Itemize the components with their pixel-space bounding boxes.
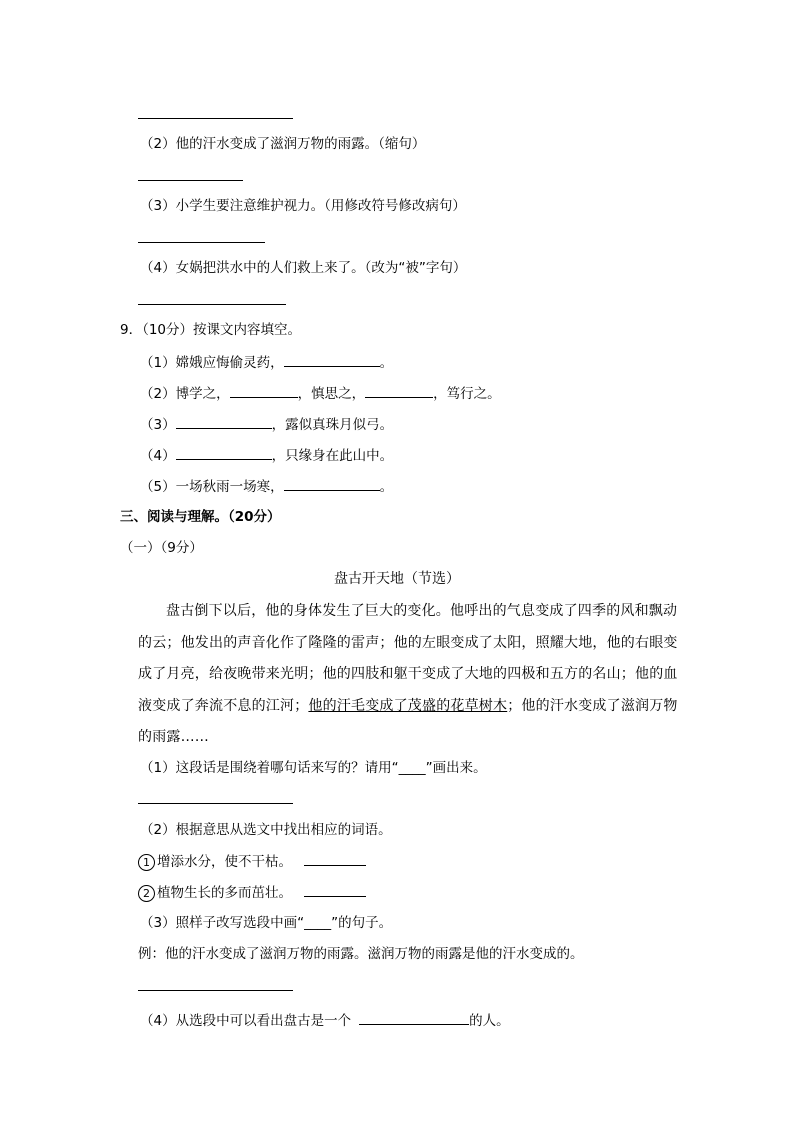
item-text: ，只缘身在此山中。 [271, 448, 394, 464]
answer-line[interactable] [138, 304, 286, 305]
passage-title: 盘古开天地（节选） [334, 571, 460, 587]
fill-blank[interactable] [365, 383, 433, 398]
reading-q3: （3）照样子改写选段中画“____”的句子。 [140, 915, 393, 931]
q9-item-1 [140, 352, 393, 373]
reading-q2-choice-1 [138, 851, 366, 872]
fill-blank[interactable] [359, 1010, 469, 1025]
item-text: 。 [379, 479, 394, 495]
fill-blank[interactable] [284, 352, 380, 367]
part-header: （一）（9分） [120, 540, 203, 556]
item-text: 的人。 [469, 1013, 510, 1029]
answer-line[interactable] [138, 180, 243, 181]
fill-blank[interactable] [176, 414, 272, 429]
reading-q2-choice-2 [138, 882, 366, 903]
fill-blank[interactable] [284, 476, 380, 491]
underlined-sentence: 他的汗毛变成了茂盛的花草树木 [308, 697, 508, 714]
item-text: （2）博学之， [140, 386, 230, 402]
section-header: 三、阅读与理解。（20分） [120, 509, 281, 525]
reading-q4 [140, 1010, 510, 1031]
fill-blank[interactable] [304, 851, 366, 866]
reading-q1: （1）这段话是围绕着哪句话来写的？请用“____”画出来。 [140, 760, 487, 776]
item-text: ，慎思之， [297, 386, 366, 402]
circled-number-1: 1 [138, 854, 155, 871]
fill-blank[interactable] [230, 383, 298, 398]
item-text: （4） [140, 448, 176, 464]
item-text: （1）嫦娥应悔偷灵药， [140, 355, 284, 371]
passage-text: ；他的汗水变成了滋润万物的雨露…… [138, 697, 678, 745]
item-text: （5）一场秋雨一场寒， [140, 479, 284, 495]
item-text: （4）从选段中可以看出盘古是一个 [140, 1013, 352, 1029]
choice-text: 增添水分，使不干枯。 [157, 854, 292, 870]
q9-item-3 [140, 414, 393, 435]
circled-number-2: 2 [138, 885, 155, 902]
q8-item-4: （4）女娲把洪水中的人们救上来了。（改为“被”字句） [140, 260, 467, 276]
q8-item-3: （3）小学生要注意维护视力。（用修改符号修改病句） [140, 198, 466, 214]
answer-line[interactable] [138, 803, 293, 804]
passage-paragraph [138, 596, 678, 754]
q9-header: 9．（10分）按课文内容填空。 [120, 322, 302, 338]
q9-item-4 [140, 445, 393, 466]
item-text: ，露似真珠月似弓。 [271, 417, 394, 433]
fill-blank[interactable] [304, 882, 366, 897]
answer-line[interactable] [138, 990, 293, 991]
item-text: （3） [140, 417, 176, 433]
passage-text: 盘古倒下以后，他的身体发生了巨大的变化。他呼出的气息变成了四季的风和飘动的云；他发出的声音化作了隆隆的雷声；他的左眼变成了太阳，照耀大地，他的右眼变成了月亮，给夜晚带来光明；他的四肢和躯干变成了大地的四极和五方的名山；他的血液变成了奔流不息的江河； [138, 603, 678, 714]
fill-blank[interactable] [176, 445, 272, 460]
reading-q3-example: 例：他的汗水变成了滋润万物的雨露。滋润万物的雨露是他的汗水变成的。 [138, 946, 584, 962]
answer-line[interactable] [138, 118, 293, 119]
q9-item-5 [140, 476, 393, 497]
q9-item-2 [140, 383, 501, 404]
item-text: 。 [379, 355, 394, 371]
q8-item-2: （2）他的汗水变成了滋润万物的雨露。（缩句） [140, 136, 426, 152]
choice-text: 植物生长的多而茁壮。 [157, 885, 292, 901]
reading-q2: （2）根据意思从选文中找出相应的词语。 [140, 822, 392, 838]
answer-line[interactable] [138, 242, 265, 243]
item-text: ，笃行之。 [433, 386, 501, 402]
